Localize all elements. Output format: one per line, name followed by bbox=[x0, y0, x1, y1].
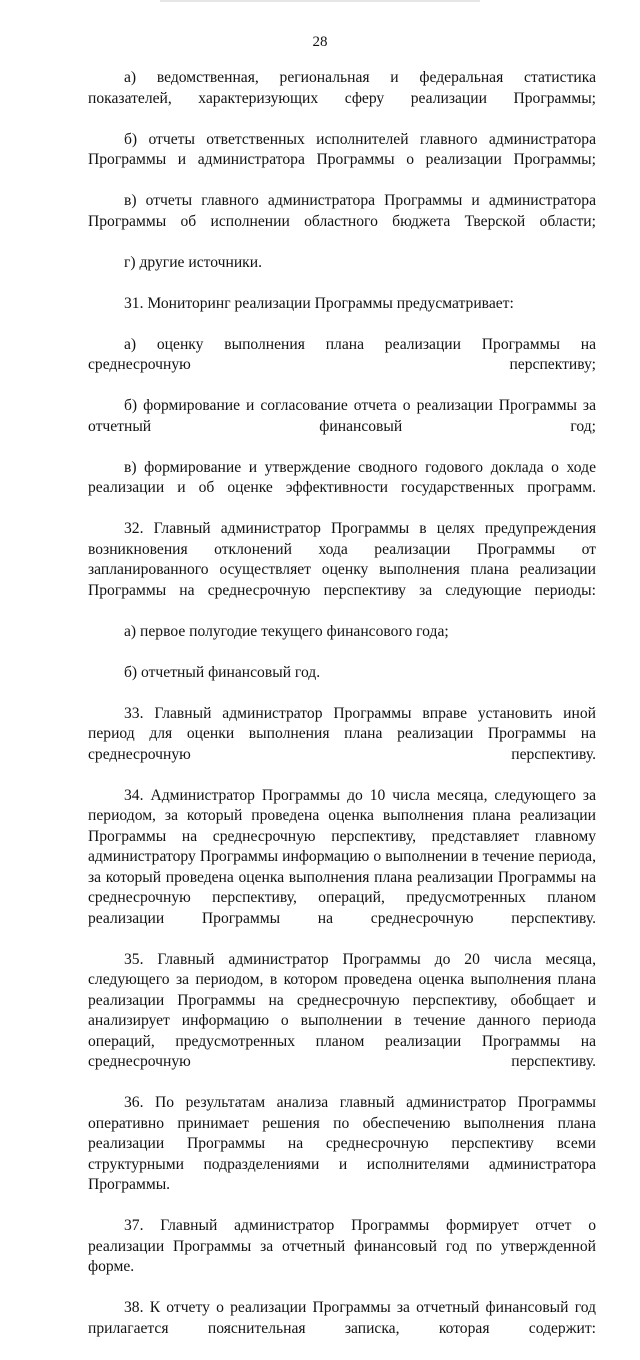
paragraph-31-v: в) формирование и утверждение сводного годового доклада о ходе реализации и об оценке эффективности государственных программ. bbox=[88, 458, 596, 496]
paragraph-item-b-sources: б) отчеты ответственных исполнителей главного администратора Программы и администратора Программы о реализации Программы; bbox=[88, 130, 596, 168]
document-body bbox=[88, 68, 596, 1360]
paragraph-item-g-sources: г) другие источники. bbox=[124, 253, 262, 271]
paragraph-item-a-sources: а) ведомственная, региональная и федеральная статистика показателей, характеризующих сферу реализации Программы; bbox=[88, 69, 596, 107]
paragraph-38: 38. К отчету о реализации Программы за отчетный финансовый год прилагается пояснительная записка, которая содержит: bbox=[88, 1299, 596, 1337]
paragraph-33: 33. Главный администратор Программы вправе установить иной период для оценки выполнения плана реализации Программы на среднесрочную перспективу. bbox=[88, 704, 596, 763]
paragraph-32-a: а) первое полугодие текущего финансового года; bbox=[124, 622, 449, 640]
scan-edge-line bbox=[160, 0, 480, 2]
paragraph-37: 37. Главный администратор Программы формирует отчет о реализации Программы за отчетный финансовый год по утвержденной форме. bbox=[88, 1217, 596, 1275]
paragraph-36: 36. По результатам анализа главный администратор Программы оперативно принимает решения по обеспечению выполнения плана реализации Программы на среднесрочную перспективу всеми структурными подразделениями и исполнителями администратора Программы. bbox=[88, 1094, 596, 1193]
paragraph-32-b: б) отчетный финансовый год. bbox=[124, 663, 321, 681]
paragraph-31: 31. Мониторинг реализации Программы предусматривает: bbox=[124, 294, 514, 312]
paragraph-31-a: а) оценку выполнения плана реализации Программы на среднесрочную перспективу; bbox=[88, 335, 596, 373]
page-number: 28 bbox=[312, 34, 328, 50]
paragraph-35: 35. Главный администратор Программы до 20 числа месяца, следующего за периодом, в котором проведена оценка выполнения плана реализации Программы на среднесрочную перспективу, обобщает и анализирует информацию о выполнении в течение данного периода операций, предусмотренных планом реализации Программы на среднесрочную перспективу. bbox=[88, 950, 596, 1070]
paragraph-31-b: б) формирование и согласование отчета о реализации Программы за отчетный финансовый год; bbox=[88, 397, 596, 435]
paragraph-34: 34. Администратор Программы до 10 числа месяца, следующего за периодом, за который проведена оценка выполнения плана реализации Программы на среднесрочную перспективу, представляет главному администратору Программы информацию о выполнении в течение периода, за который проведена оценка выполнения плана реализации Программы на среднесрочную перспективу, операций, предусмотренных планом реализации Программы на среднесрочную перспективу. bbox=[88, 786, 596, 927]
paragraph-item-v-sources: в) отчеты главного администратора Программы и администратора Программы об исполнении областного бюджета Тверской области; bbox=[88, 192, 596, 230]
paragraph-32: 32. Главный администратор Программы в целях предупреждения возникновения отклонений хода реализации Программы от запланированного осуществляет оценку выполнения плана реализации Программы на среднесрочную перспективу за следующие периоды: bbox=[88, 520, 596, 599]
